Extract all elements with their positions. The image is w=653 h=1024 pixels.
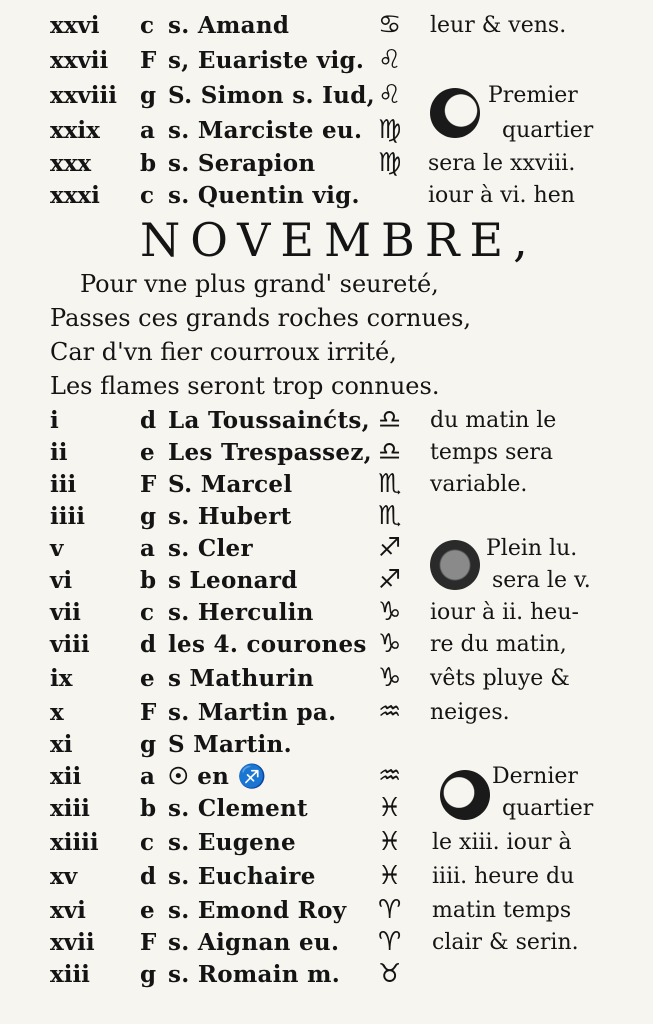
moon-note: iour à vi. hen	[428, 183, 575, 208]
zodiac-sign: ♉	[378, 959, 402, 989]
moon-note: quartier	[502, 796, 594, 821]
calendar-row	[0, 148, 653, 180]
saint-name: s. Eugene	[168, 829, 296, 856]
moon-note: re du matin,	[430, 632, 567, 657]
saint-name: Les Trespassez,	[168, 439, 372, 466]
calendar-row	[0, 565, 653, 597]
zodiac-sign: ♍	[378, 115, 402, 145]
dominical-letter: F	[140, 699, 157, 726]
verse-line: Les flames seront trop connues.	[50, 372, 440, 400]
moon-note: quartier	[502, 118, 594, 143]
saint-name: s. Cler	[168, 535, 253, 562]
dominical-letter: e	[140, 897, 155, 924]
dominical-letter: F	[140, 471, 157, 498]
full-moon-icon	[430, 540, 480, 590]
calendar-row	[0, 501, 653, 533]
calendar-row	[0, 180, 653, 212]
dominical-letter: c	[140, 12, 155, 39]
zodiac-sign: ♐	[378, 565, 402, 595]
day-number: xiiii	[50, 829, 99, 856]
day-number: xxvii	[50, 47, 109, 74]
saint-name: s. Amand	[168, 12, 290, 39]
saint-name: s. Euchaire	[168, 863, 316, 890]
moon-note: sera le xxviii.	[428, 151, 576, 176]
calendar-row	[0, 827, 653, 859]
moon-note: vêts pluye &	[430, 666, 570, 691]
day-number: ix	[50, 665, 73, 692]
saint-name: s. Clement	[168, 795, 308, 822]
saint-name: s. Martin pa.	[168, 699, 337, 726]
saint-name: s Leonard	[168, 567, 298, 594]
dominical-letter: d	[140, 863, 157, 890]
moon-note: neiges.	[430, 700, 510, 725]
moon-note: Dernier	[492, 764, 578, 789]
verse-line: Pour vne plus grand' seureté,	[80, 270, 439, 298]
day-number: iii	[50, 471, 77, 498]
zodiac-sign: ♐	[378, 533, 402, 563]
day-number: xxvi	[50, 12, 100, 39]
saint-name: S. Marcel	[168, 471, 293, 498]
verse-line: Car d'vn fier courroux irrité,	[50, 338, 397, 366]
zodiac-sign: ♏	[378, 501, 402, 531]
zodiac-sign: ♓	[378, 861, 402, 891]
zodiac-sign: ♌	[378, 80, 402, 110]
weather-note: leur & vens.	[430, 13, 567, 38]
saint-name: s Mathurin	[168, 665, 314, 692]
moon-note: iiii. heure du	[432, 864, 575, 889]
zodiac-sign: ♈	[378, 895, 402, 925]
calendar-row	[0, 793, 653, 825]
day-number: xvii	[50, 929, 95, 956]
zodiac-sign: ♈	[378, 927, 402, 957]
day-number: vii	[50, 599, 81, 626]
day-number: xii	[50, 763, 82, 790]
zodiac-sign: ♓	[378, 827, 402, 857]
calendar-row	[0, 729, 653, 761]
calendar-row	[0, 697, 653, 729]
moon-note: sera le v.	[492, 568, 591, 593]
saint-name: s. Hubert	[168, 503, 292, 530]
dominical-letter: d	[140, 407, 157, 434]
moon-note: Plein lu.	[486, 536, 578, 561]
month-title: NOVEMBRE,	[140, 213, 538, 267]
day-number: xiii	[50, 795, 90, 822]
weather-note: temps sera	[430, 440, 554, 465]
dominical-letter: a	[140, 117, 155, 144]
moon-note: matin temps	[432, 898, 572, 923]
day-number: v	[50, 535, 64, 562]
dominical-letter: b	[140, 795, 157, 822]
zodiac-sign: ♑	[378, 629, 402, 659]
calendar-row	[0, 115, 653, 147]
last-quarter-moon-icon	[440, 770, 490, 820]
dominical-letter: d	[140, 631, 157, 658]
calendar-row	[0, 469, 653, 501]
calendar-row	[0, 959, 653, 991]
calendar-row	[0, 761, 653, 793]
zodiac-sign: ♎	[378, 437, 402, 467]
dominical-letter: g	[140, 82, 157, 109]
calendar-row	[0, 80, 653, 112]
day-number: xi	[50, 731, 73, 758]
dominical-letter: e	[140, 665, 155, 692]
dominical-letter: a	[140, 535, 155, 562]
dominical-letter: c	[140, 599, 155, 626]
moon-note: Premier	[488, 83, 578, 108]
moon-note: iour à ii. heu-	[430, 600, 579, 625]
zodiac-sign: ♑	[378, 597, 402, 627]
zodiac-sign: ♒	[378, 761, 402, 791]
saint-name: les 4. courones	[168, 631, 367, 658]
calendar-row	[0, 437, 653, 469]
calendar-row	[0, 927, 653, 959]
zodiac-sign: ♎	[378, 405, 402, 435]
day-number: xxviii	[50, 82, 118, 109]
day-number: xxx	[50, 150, 92, 177]
saint-name: s. Quentin vig.	[168, 182, 360, 209]
dominical-letter: g	[140, 961, 157, 988]
calendar-row	[0, 45, 653, 77]
calendar-row	[0, 895, 653, 927]
dominical-letter: g	[140, 731, 157, 758]
dominical-letter: g	[140, 503, 157, 530]
calendar-row	[0, 533, 653, 565]
dominical-letter: e	[140, 439, 155, 466]
saint-name: s. Serapion	[168, 150, 316, 177]
dominical-letter: F	[140, 929, 157, 956]
saint-name: s. Marciste eu.	[168, 117, 363, 144]
zodiac-sign: ♓	[378, 793, 402, 823]
zodiac-sign: ♋	[378, 10, 402, 40]
saint-name: S Martin.	[168, 731, 292, 758]
day-number: x	[50, 699, 64, 726]
saint-name: s. Emond Roy	[168, 897, 347, 924]
saint-name: S. Simon s. Iud,	[168, 82, 375, 109]
saint-name: s. Aignan eu.	[168, 929, 340, 956]
verse-line: Passes ces grands roches cornues,	[50, 304, 472, 332]
calendar-row	[0, 663, 653, 695]
zodiac-sign: ♒	[378, 697, 402, 727]
saint-name: s, Euariste vig.	[168, 47, 365, 74]
day-number: xiii	[50, 961, 90, 988]
weather-note: du matin le	[430, 408, 557, 433]
day-number: i	[50, 407, 59, 434]
calendar-row	[0, 10, 653, 42]
dominical-letter: c	[140, 182, 155, 209]
day-number: iiii	[50, 503, 85, 530]
calendar-row	[0, 597, 653, 629]
day-number: xxxi	[50, 182, 100, 209]
first-quarter-moon-icon	[430, 88, 480, 138]
day-number: viii	[50, 631, 90, 658]
zodiac-sign: ♌	[378, 45, 402, 75]
weather-note: variable.	[430, 472, 528, 497]
dominical-letter: a	[140, 763, 155, 790]
saint-name: s. Romain m.	[168, 961, 341, 988]
day-number: vi	[50, 567, 73, 594]
day-number: ii	[50, 439, 68, 466]
dominical-letter: b	[140, 150, 157, 177]
day-number: xxix	[50, 117, 100, 144]
day-number: xv	[50, 863, 78, 890]
saint-name: s. Herculin	[168, 599, 314, 626]
dominical-letter: b	[140, 567, 157, 594]
dominical-letter: F	[140, 47, 157, 74]
calendar-row	[0, 861, 653, 893]
saint-name: La Toussainćts,	[168, 407, 370, 434]
calendar-row	[0, 405, 653, 437]
dominical-letter: c	[140, 829, 155, 856]
calendar-row	[0, 629, 653, 661]
moon-note: le xiii. iour à	[432, 830, 572, 855]
zodiac-sign: ♏	[378, 469, 402, 499]
saint-name: ☉ en ♐	[168, 763, 267, 790]
day-number: xvi	[50, 897, 86, 924]
zodiac-sign: ♍	[378, 148, 402, 178]
moon-note: clair & serin.	[432, 930, 579, 955]
zodiac-sign: ♑	[378, 663, 402, 693]
